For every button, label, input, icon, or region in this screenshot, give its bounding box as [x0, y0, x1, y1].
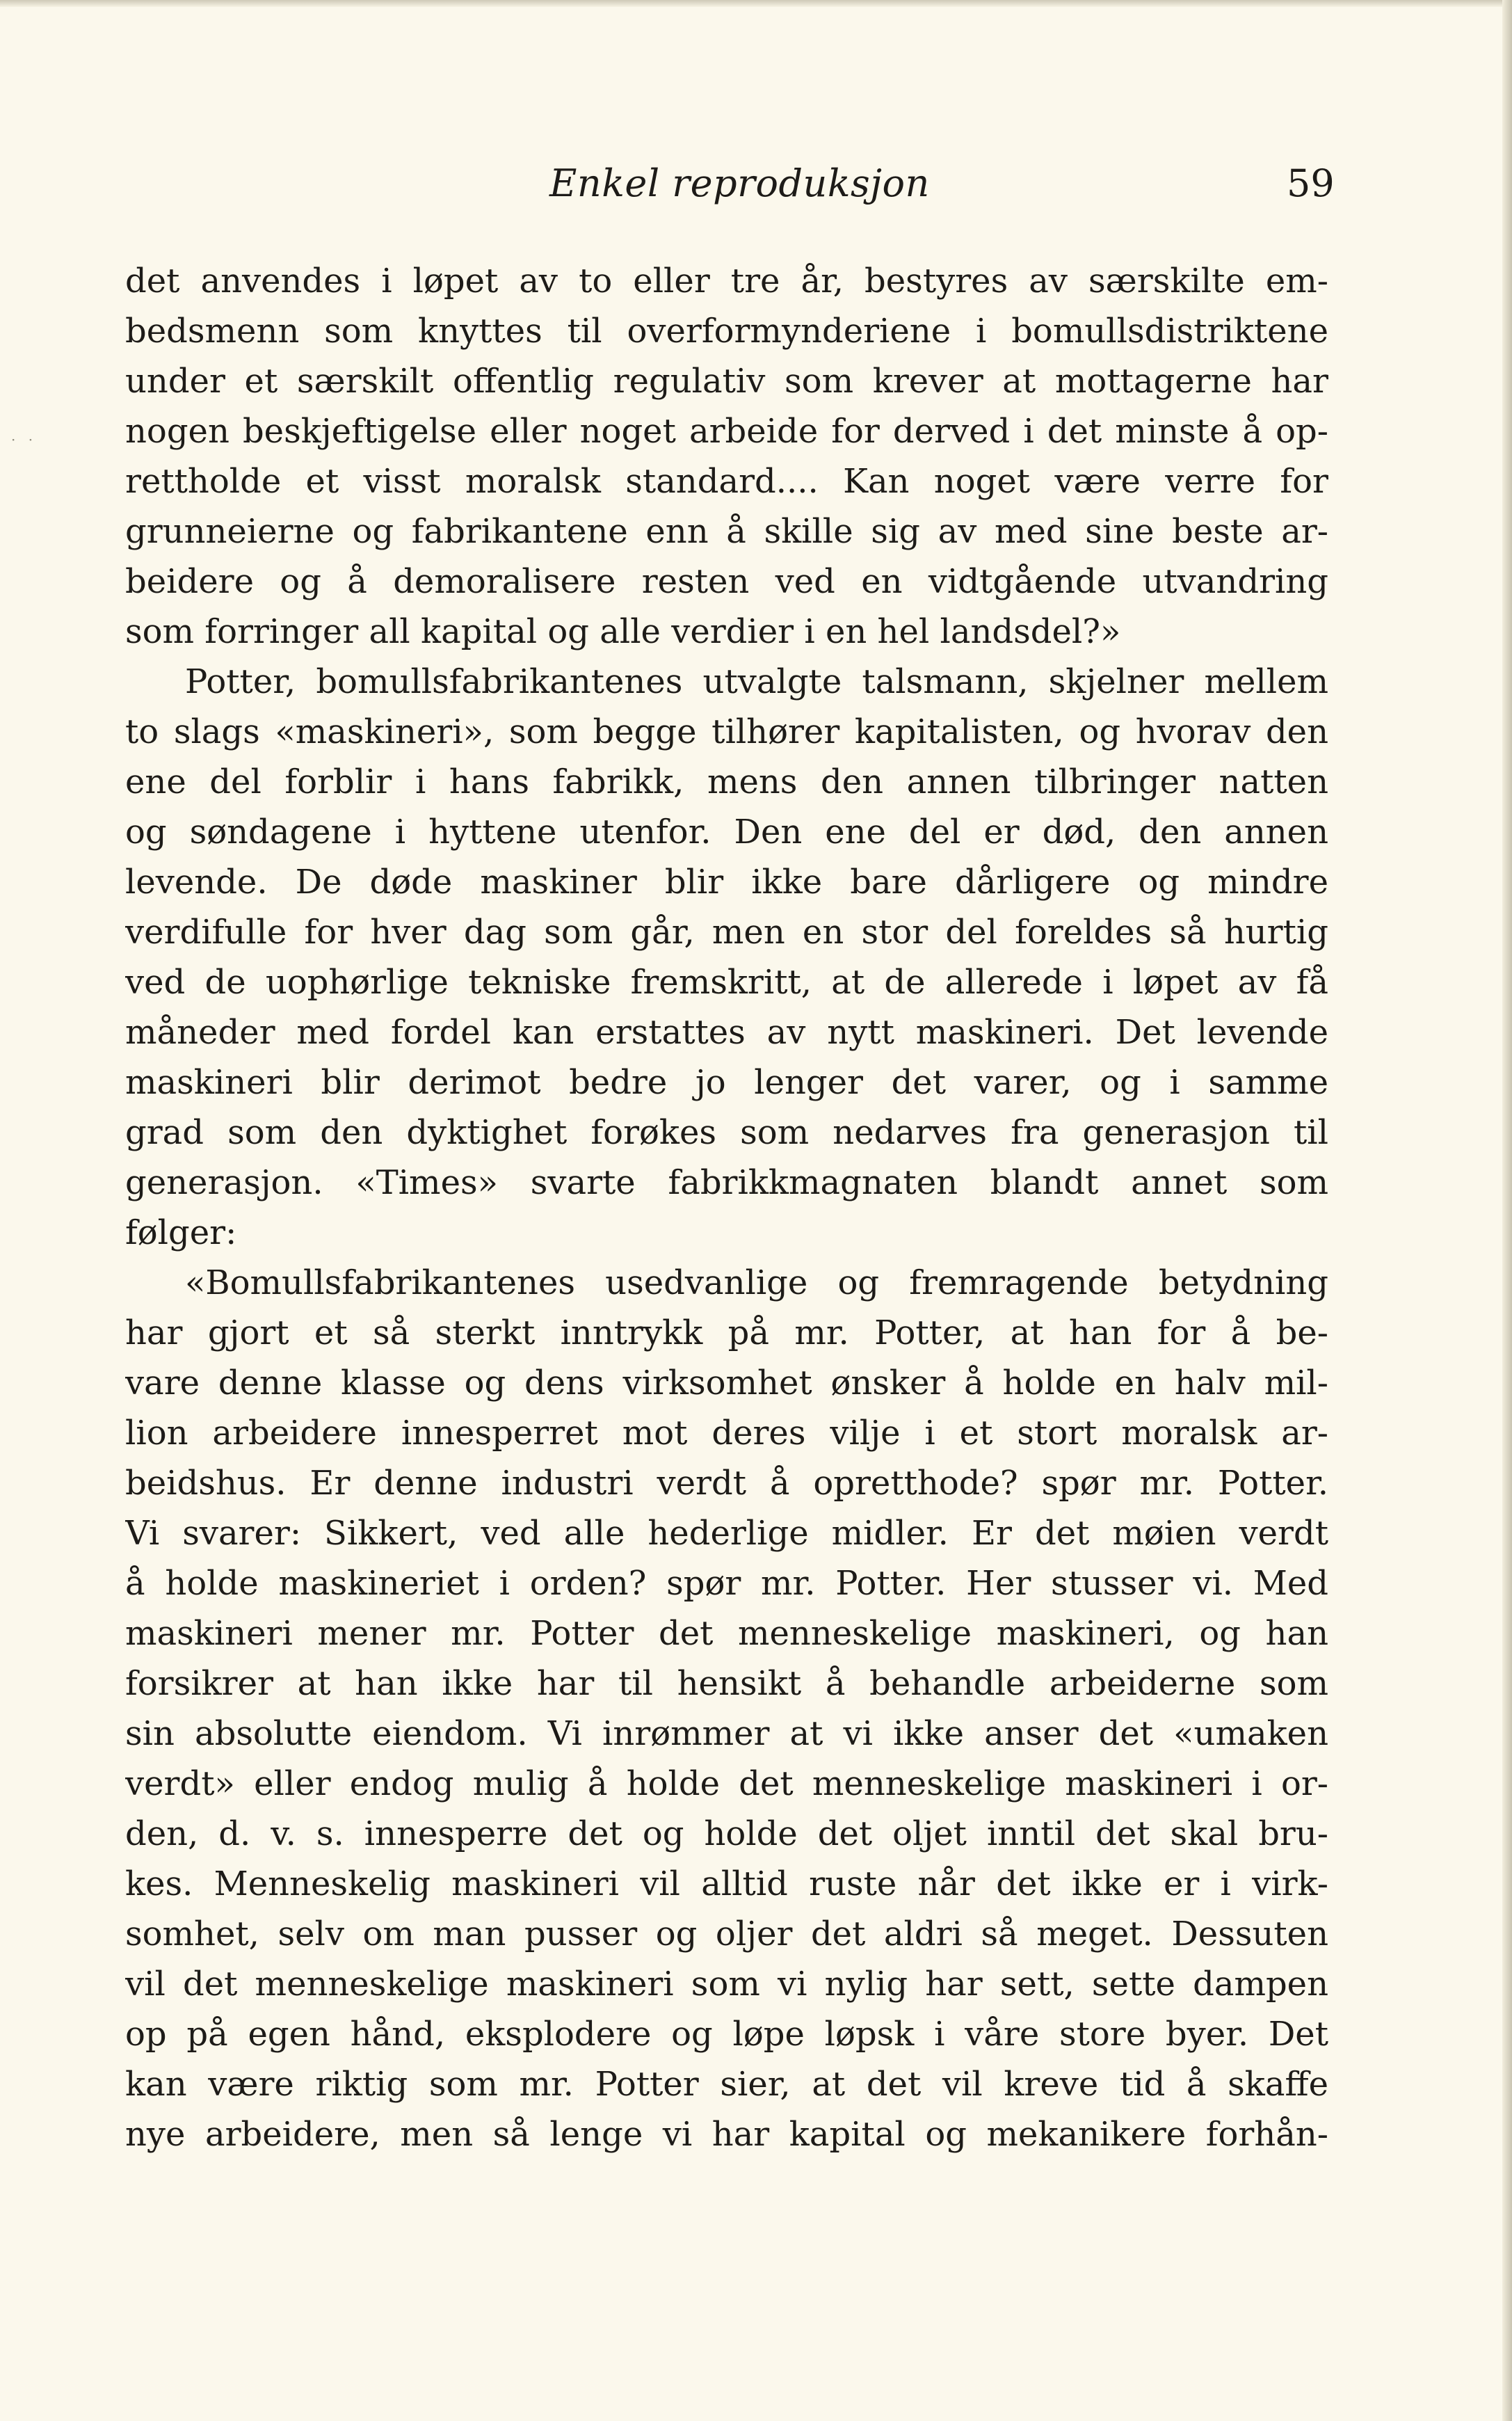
text-line: nogen beskjeftigelse eller noget arbeide for derved i det minste å op-: [125, 412, 1328, 451]
text-line: bedsmenn som knyttes til overformynderiene i bomullsdistriktene: [125, 312, 1328, 351]
text-line: beidshus. Er denne industri verdt å opretthode? spør mr. Potter.: [125, 1464, 1328, 1503]
text-line: det anvendes i løpet av to eller tre år, bestyres av særskilte em-: [125, 262, 1328, 301]
text-line: op på egen hånd, eksplodere og løpe løpsk i våre store byer. Det: [125, 2015, 1328, 2054]
text-line: verdifulle for hver dag som går, men en stor del foreldes så hurtig: [125, 913, 1328, 952]
text-line: maskineri blir derimot bedre jo lenger det varer, og i samme: [125, 1063, 1328, 1102]
text-line: maskineri mener mr. Potter det menneskelige maskineri, og han: [125, 1614, 1328, 1653]
page-number: 59: [1287, 161, 1335, 205]
page-right-edge: [1502, 0, 1512, 2421]
text-line: følger:: [125, 1213, 237, 1252]
margin-mark: · ·: [11, 431, 38, 448]
text-line: verdt» eller endog mulig å holde det menneskelige maskineri i or-: [125, 1764, 1328, 1803]
text-line: grunneierne og fabrikantene enn å skille sig av med sine beste ar-: [125, 512, 1328, 551]
text-line: «Bomullsfabrikantenes usedvanlige og fremragende betydning: [185, 1263, 1328, 1302]
text-line: generasjon. «Times» svarte fabrikkmagnaten blandt annet som: [125, 1163, 1328, 1202]
text-line: grad som den dyktighet forøkes som nedarves fra generasjon til: [125, 1113, 1328, 1152]
text-line: forsikrer at han ikke har til hensikt å behandle arbeiderne som: [125, 1664, 1328, 1703]
text-line: ene del forblir i hans fabrikk, mens den annen tilbringer natten: [125, 762, 1328, 801]
text-line: somhet, selv om man pusser og oljer det aldri så meget. Dessuten: [125, 1915, 1328, 1953]
running-head: Enkel reproduksjon: [549, 161, 930, 205]
text-line: har gjort et så sterkt inntrykk på mr. Potter, at han for å be-: [125, 1313, 1328, 1352]
text-line: to slags «maskineri», som begge tilhører kapitalisten, og hvorav den: [125, 712, 1328, 751]
text-line: å holde maskineriet i orden? spør mr. Potter. Her stusser vi. Med: [125, 1564, 1328, 1603]
text-line: kan være riktig som mr. Potter sier, at det vil kreve tid å skaffe: [125, 2065, 1328, 2104]
text-line: ved de uophørlige tekniske fremskritt, at de allerede i løpet av få: [125, 963, 1328, 1002]
text-line: lion arbeidere innesperret mot deres vilje i et stort moralsk ar-: [125, 1414, 1328, 1453]
text-line: måneder med fordel kan erstattes av nytt maskineri. Det levende: [125, 1013, 1328, 1052]
text-line: vare denne klasse og dens virksomhet ønsker å holde en halv mil-: [125, 1364, 1328, 1403]
text-line: Potter, bomullsfabrikantenes utvalgte talsmann, skjelner mellem: [185, 662, 1328, 701]
page-top-edge: [0, 0, 1512, 7]
text-line: den, d. v. s. innesperre det og holde det oljet inntil det skal bru-: [125, 1814, 1328, 1853]
text-line: Vi svarer: Sikkert, ved alle hederlige midler. Er det møien verdt: [125, 1514, 1328, 1553]
text-line: under et særskilt offentlig regulativ som krever at mottagerne har: [125, 362, 1328, 401]
text-line: og søndagene i hyttene utenfor. Den ene del er død, den annen: [125, 813, 1328, 852]
text-line: vil det menneskelige maskineri som vi nylig har sett, sette dampen: [125, 1965, 1328, 2004]
text-line: kes. Menneskelig maskineri vil alltid ruste når det ikke er i virk-: [125, 1864, 1328, 1903]
text-line: sin absolutte eiendom. Vi inrømmer at vi ikke anser det «umaken: [125, 1714, 1328, 1753]
text-line: som forringer all kapital og alle verdier i en hel landsdel?»: [125, 612, 1121, 651]
body-text: [125, 256, 1328, 2159]
text-line: nye arbeidere, men så lenge vi har kapital og mekanikere forhån-: [125, 2115, 1328, 2154]
text-line: beidere og å demoralisere resten ved en vidtgående utvandring: [125, 562, 1328, 601]
text-line: rettholde et visst moralsk standard.... Kan noget være verre for: [125, 462, 1328, 501]
text-line: levende. De døde maskiner blir ikke bare dårligere og mindre: [125, 863, 1328, 902]
